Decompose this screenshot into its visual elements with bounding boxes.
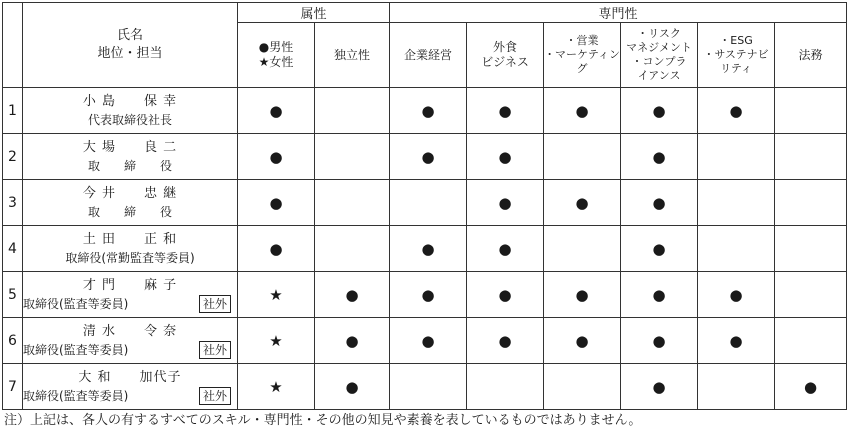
independence-column-header: 独立性 xyxy=(315,23,390,88)
esg-mark xyxy=(698,180,775,226)
gender-legend-male: ●男性 xyxy=(258,40,294,54)
table-row xyxy=(3,226,847,272)
director-position: 取締役(監査等委員) xyxy=(23,342,129,357)
skills-matrix-table xyxy=(2,2,847,410)
food-business-mark: ● xyxy=(467,134,544,180)
row-number: 3 xyxy=(3,180,23,226)
footnote: 注）上記は、各人の有するすべてのスキル・専門性・その他の知見や素養を表しているものではありません。 xyxy=(4,413,642,428)
food-business-column-header xyxy=(467,23,544,88)
director-cell xyxy=(23,318,238,364)
food-business-mark: ● xyxy=(467,180,544,226)
row-number: 7 xyxy=(3,364,23,410)
director-cell xyxy=(23,180,238,226)
sales-marketing-mark: ● xyxy=(544,272,621,318)
table-row xyxy=(3,180,847,226)
independence-mark: ● xyxy=(315,272,390,318)
legal-mark: ● xyxy=(775,364,847,410)
gender-mark: ● xyxy=(238,88,315,134)
food-business-mark xyxy=(467,364,544,410)
food-business-mark: ● xyxy=(467,272,544,318)
esg-header-line2: ・サステナビリティ xyxy=(703,48,769,75)
legal-mark xyxy=(775,226,847,272)
risk-compliance-mark: ● xyxy=(621,272,698,318)
legal-mark xyxy=(775,180,847,226)
director-position: 取締役(監査等委員) xyxy=(23,388,129,403)
table-row xyxy=(3,318,847,364)
corp-mgmt-mark: ● xyxy=(390,88,467,134)
risk-compliance-column-header xyxy=(621,23,698,88)
director-cell xyxy=(23,88,238,134)
risk-compliance-mark: ● xyxy=(621,318,698,364)
gender-mark: ★ xyxy=(238,272,315,318)
director-name: 土 田 正 和 xyxy=(82,231,178,247)
esg-mark: ● xyxy=(698,88,775,134)
corp-mgmt-mark: ● xyxy=(390,226,467,272)
legal-mark xyxy=(775,318,847,364)
table-row xyxy=(3,134,847,180)
esg-mark: ● xyxy=(698,272,775,318)
independence-mark: ● xyxy=(315,318,390,364)
director-position: 取 締 役 xyxy=(87,158,172,173)
name-column-header xyxy=(23,3,238,88)
risk-header-line1: ・リスク xyxy=(637,27,681,40)
director-name: 大 場 良 二 xyxy=(82,139,178,155)
risk-compliance-mark: ● xyxy=(621,88,698,134)
outside-director-badge: 社外 xyxy=(199,295,231,313)
director-position: 代表取締役社長 xyxy=(87,112,172,127)
row-number: 5 xyxy=(3,272,23,318)
food-business-mark: ● xyxy=(467,226,544,272)
row-number: 2 xyxy=(3,134,23,180)
director-cell xyxy=(23,364,238,410)
risk-compliance-mark: ● xyxy=(621,180,698,226)
risk-header-line3: ・コンプラ xyxy=(631,55,687,68)
risk-compliance-mark: ● xyxy=(621,134,698,180)
independence-mark: ● xyxy=(315,364,390,410)
corp-mgmt-column-header: 企業経営 xyxy=(390,23,467,88)
sales-marketing-column-header xyxy=(544,23,621,88)
gender-mark: ● xyxy=(238,134,315,180)
director-cell xyxy=(23,272,238,318)
corp-mgmt-mark: ● xyxy=(390,318,467,364)
row-number: 4 xyxy=(3,226,23,272)
gender-mark: ● xyxy=(238,180,315,226)
independence-mark xyxy=(315,88,390,134)
director-position: 取締役(常勤監査等委員) xyxy=(65,250,195,265)
header-group-row xyxy=(3,3,847,23)
esg-mark xyxy=(698,226,775,272)
director-position: 取 締 役 xyxy=(87,204,172,219)
table-row xyxy=(3,364,847,410)
risk-header-line2: マネジメント xyxy=(626,41,692,54)
legal-mark xyxy=(775,272,847,318)
esg-mark xyxy=(698,364,775,410)
independence-mark xyxy=(315,180,390,226)
legal-mark xyxy=(775,134,847,180)
director-cell xyxy=(23,226,238,272)
gender-column-header xyxy=(238,23,315,88)
esg-sustainability-column-header xyxy=(698,23,775,88)
risk-compliance-mark: ● xyxy=(621,226,698,272)
name-column-header-line2: 地位・担当 xyxy=(97,46,163,61)
esg-mark: ● xyxy=(698,318,775,364)
director-name: 清 水 令 奈 xyxy=(82,323,178,339)
director-name: 大 和 加代子 xyxy=(78,369,182,385)
table-row xyxy=(3,88,847,134)
esg-mark xyxy=(698,134,775,180)
group-header-attributes: 属性 xyxy=(238,3,390,23)
name-column-header-line1: 氏名 xyxy=(116,28,143,43)
risk-compliance-mark: ● xyxy=(621,364,698,410)
num-column-header xyxy=(3,3,23,88)
sales-header-line2: ・マーケティング xyxy=(544,48,620,75)
corp-mgmt-mark: ● xyxy=(390,134,467,180)
director-name: 今 井 忠 継 xyxy=(82,185,178,201)
legal-column-header: 法務 xyxy=(775,23,847,88)
corp-mgmt-mark xyxy=(390,364,467,410)
legal-mark xyxy=(775,88,847,134)
sales-header-line1: ・営業 xyxy=(565,34,599,47)
director-position: 取締役(監査等委員) xyxy=(23,296,129,311)
gender-mark: ★ xyxy=(238,318,315,364)
sales-marketing-mark xyxy=(544,364,621,410)
gender-legend-female: ★女性 xyxy=(258,55,294,69)
director-name: 才 門 麻 子 xyxy=(82,277,178,293)
director-cell xyxy=(23,134,238,180)
food-business-mark: ● xyxy=(467,88,544,134)
row-number: 1 xyxy=(3,88,23,134)
gender-mark: ● xyxy=(238,226,315,272)
food-header-line1: 外食 xyxy=(493,40,518,54)
corp-mgmt-mark: ● xyxy=(390,272,467,318)
director-name: 小 島 保 幸 xyxy=(82,93,178,109)
corp-mgmt-mark xyxy=(390,180,467,226)
sales-marketing-mark xyxy=(544,226,621,272)
independence-mark xyxy=(315,226,390,272)
sales-marketing-mark xyxy=(544,134,621,180)
outside-director-badge: 社外 xyxy=(199,387,231,405)
group-header-expertise: 専門性 xyxy=(390,3,847,23)
risk-header-line4: イアンス xyxy=(637,69,681,82)
independence-mark xyxy=(315,134,390,180)
row-number: 6 xyxy=(3,318,23,364)
outside-director-badge: 社外 xyxy=(199,341,231,359)
sales-marketing-mark: ● xyxy=(544,88,621,134)
esg-header-line1: ・ESG xyxy=(719,34,753,47)
table-row xyxy=(3,272,847,318)
sales-marketing-mark: ● xyxy=(544,180,621,226)
food-business-mark: ● xyxy=(467,318,544,364)
sales-marketing-mark: ● xyxy=(544,318,621,364)
food-header-line2: ビジネス xyxy=(481,55,529,69)
gender-mark: ★ xyxy=(238,364,315,410)
